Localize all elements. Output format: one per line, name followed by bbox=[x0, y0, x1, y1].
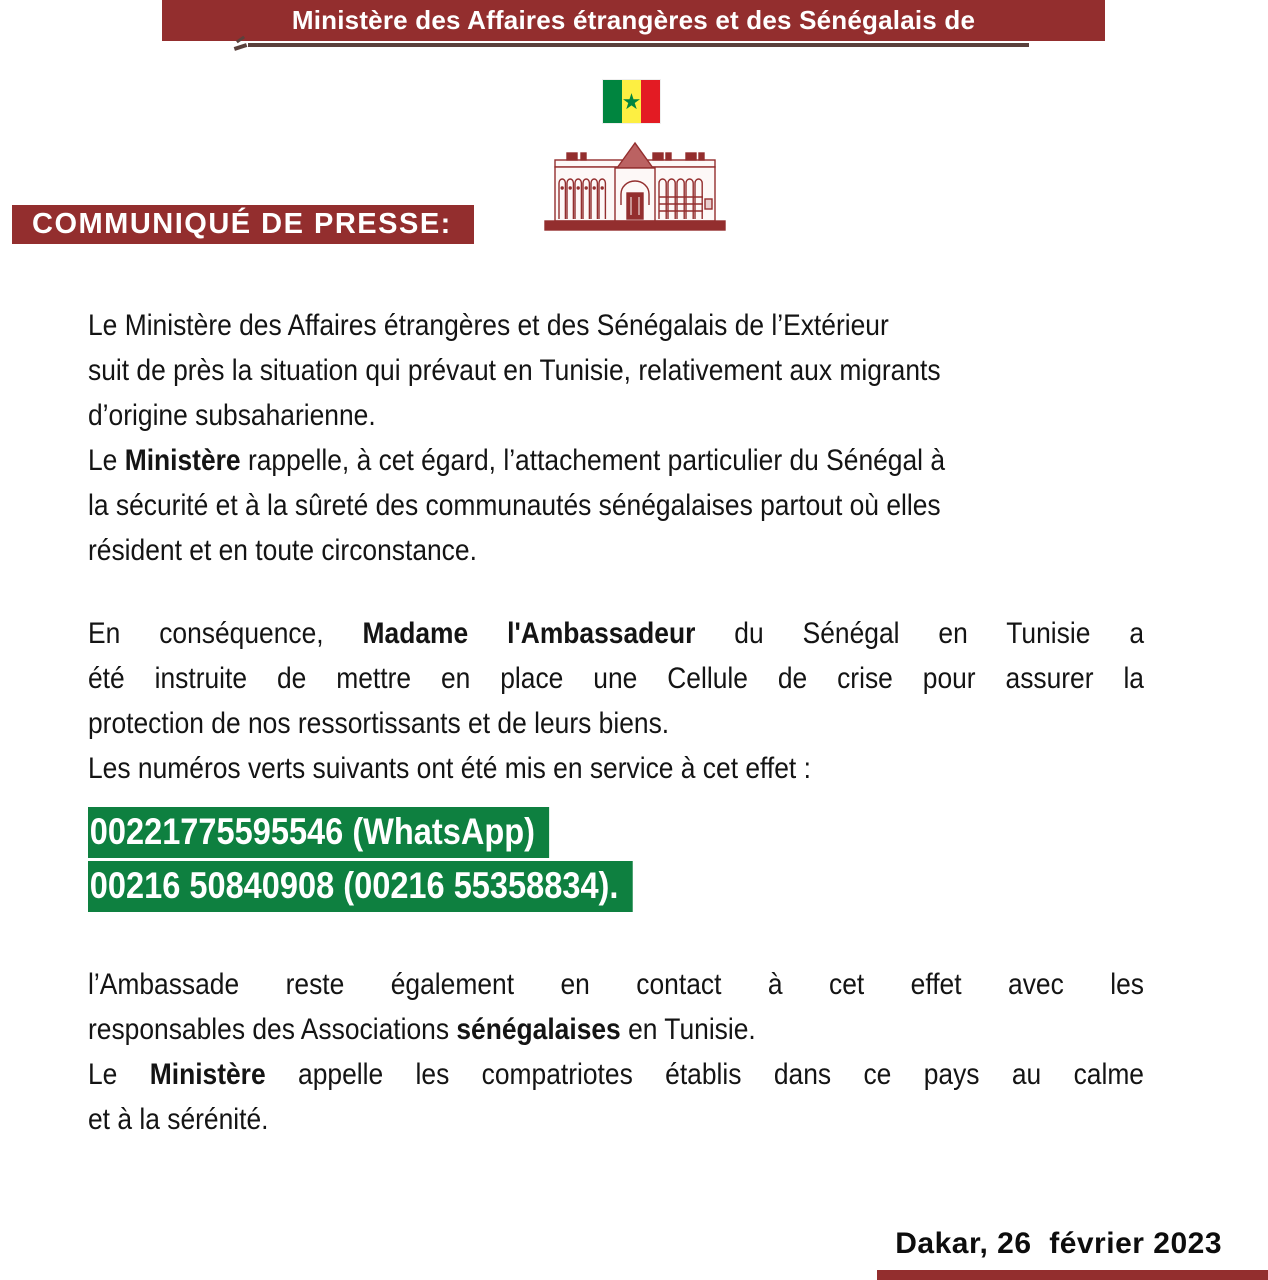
hotline-tunisia bbox=[88, 861, 633, 912]
communique-de-presse-label bbox=[12, 205, 474, 244]
body-line: Le Ministère appelle les compatriotes établis dans ce pays au calme bbox=[88, 1058, 1144, 1091]
body-line: En conséquence, Madame l'Ambassadeur du Sénégal en Tunisie a bbox=[88, 617, 1144, 650]
press-release-body bbox=[88, 303, 1150, 1142]
hotline-whatsapp bbox=[88, 807, 549, 858]
communique-label-text: COMMUNIQUÉ DE PRESSE: bbox=[32, 208, 452, 240]
body-line: résident et en toute circonstance. bbox=[88, 534, 477, 567]
body-line: Les numéros verts suivants ont été mis en service à cet effet : bbox=[88, 752, 811, 785]
dateline: Dakar, 26 février 2023 bbox=[895, 1227, 1222, 1260]
banner-underline bbox=[248, 43, 1029, 47]
flag-star-icon: ★ bbox=[621, 88, 642, 114]
body-line: l’Ambassade reste également en contact à cet effet avec les bbox=[88, 968, 1144, 1001]
hotline-whatsapp-text: 00221775595546 (WhatsApp) bbox=[89, 811, 535, 852]
body-line: Le Ministère rappelle, à cet égard, l’attachement particulier du Sénégal à bbox=[88, 444, 946, 477]
body-line: protection de nos ressortissants et de leurs biens. bbox=[88, 707, 670, 740]
ministry-banner bbox=[162, 0, 1105, 41]
senegal-flag-icon bbox=[603, 80, 660, 123]
body-line: suit de près la situation qui prévaut en Tunisie, relativement aux migrants bbox=[88, 354, 941, 387]
body-line: Le Ministère des Affaires étrangères et des Sénégalais de l’Extérieur bbox=[88, 309, 889, 342]
body-line: la sécurité et à la sûreté des communautés sénégalaises partout où elles bbox=[88, 489, 941, 522]
ministry-banner-title: Ministère des Affaires étrangères et des Sénégalais de bbox=[291, 5, 976, 35]
hotline-numbers bbox=[88, 807, 1144, 912]
body-line: été instruite de mettre en place une Cellule de crise pour assurer la bbox=[88, 662, 1144, 695]
body-line: responsables des Associations sénégalaises en Tunisie. bbox=[88, 1013, 756, 1046]
footer-accent-bar bbox=[877, 1270, 1268, 1280]
hotline-tunisia-text: 00216 50840908 (00216 55358834). bbox=[89, 865, 619, 906]
ministry-building-logo bbox=[543, 141, 727, 235]
body-line: d’origine subsaharienne. bbox=[88, 399, 376, 432]
body-line: et à la sérénité. bbox=[88, 1103, 269, 1136]
banner-text-remnant bbox=[234, 43, 248, 51]
